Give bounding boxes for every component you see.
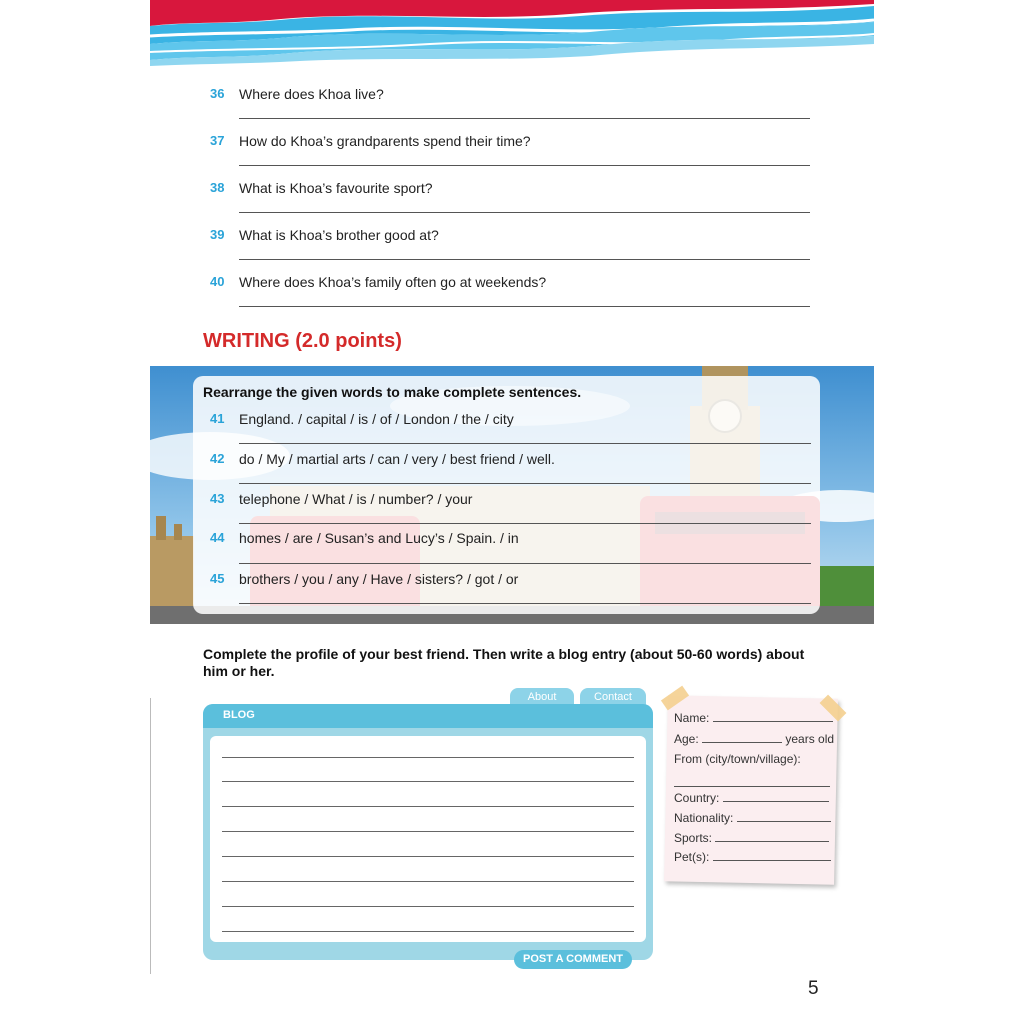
page-number: 5 [808, 978, 819, 999]
profile-pets-field[interactable] [713, 850, 831, 861]
answer-line[interactable] [239, 212, 810, 213]
question-number: 42 [210, 451, 225, 466]
profile-age-suffix: years old [785, 732, 835, 746]
blog-line [222, 906, 634, 907]
question-number: 44 [210, 530, 225, 545]
margin-rule [150, 698, 151, 974]
answer-line[interactable] [239, 118, 810, 119]
question-text: telephone / What / is / number? / your [239, 491, 473, 507]
profile-nationality-label: Nationality: [674, 811, 734, 825]
blog-task-instruction: Complete the profile of your best friend. Then write a blog entry (about 50-60 words) about him or her. [203, 646, 805, 679]
blog-line [222, 831, 634, 832]
question-number: 40 [210, 274, 225, 289]
blog-line [222, 856, 634, 857]
question-number: 43 [210, 491, 225, 506]
profile-sports-label: Sports: [674, 831, 713, 845]
question-number: 45 [210, 571, 225, 586]
tab-about[interactable]: About [510, 688, 574, 706]
profile-age-row [674, 732, 834, 746]
profile-name-label: Name: [674, 711, 710, 725]
wave-banner [150, 0, 874, 66]
profile-name-row [674, 711, 833, 725]
question-number: 36 [210, 86, 225, 101]
workbook-page [150, 0, 874, 1024]
answer-line[interactable] [239, 443, 811, 444]
blog-line [222, 881, 634, 882]
answer-line[interactable] [239, 165, 810, 166]
blog-line [222, 781, 634, 782]
question-text: do / My / martial arts / can / very / best friend / well. [239, 451, 555, 467]
profile-nationality-row [674, 811, 831, 825]
profile-pets-row [674, 850, 831, 864]
profile-country-label: Country: [674, 791, 720, 805]
question-text: How do Khoa’s grandparents spend their time? [239, 133, 531, 149]
profile-from-label: From (city/town/village): [674, 752, 801, 766]
blog-line [222, 757, 634, 758]
profile-country-row [674, 791, 829, 805]
rearrange-instruction: Rearrange the given words to make complete sentences. [203, 384, 582, 400]
profile-name-field[interactable] [713, 711, 833, 722]
question-text: Where does Khoa’s family often go at weekends? [239, 274, 547, 290]
question-number: 39 [210, 227, 225, 242]
blog-header-label: BLOG [223, 709, 255, 721]
blog-line [222, 931, 634, 932]
profile-age-label: Age: [674, 732, 699, 746]
profile-country-field[interactable] [723, 791, 829, 802]
question-text: homes / are / Susan’s and Lucy’s / Spain. / in [239, 530, 519, 546]
answer-line[interactable] [239, 259, 810, 260]
question-text: What is Khoa’s favourite sport? [239, 180, 433, 196]
blog-header-bar [203, 704, 653, 728]
answer-line[interactable] [239, 563, 811, 564]
question-text: brothers / you / any / Have / sisters? / got / or [239, 571, 519, 587]
question-text: What is Khoa’s brother good at? [239, 227, 439, 243]
answer-line[interactable] [239, 483, 811, 484]
question-text: England. / capital / is / of / London / the / city [239, 411, 514, 427]
post-comment-button[interactable]: POST A COMMENT [514, 950, 632, 969]
question-number: 38 [210, 180, 225, 195]
profile-sports-row [674, 831, 829, 845]
question-number: 37 [210, 133, 225, 148]
answer-line[interactable] [239, 306, 810, 307]
writing-section-title: WRITING (2.0 points) [203, 330, 402, 352]
profile-age-field[interactable] [702, 732, 782, 743]
answer-line[interactable] [239, 603, 811, 604]
profile-from-row [674, 752, 801, 766]
profile-pets-label: Pet(s): [674, 850, 710, 864]
question-text: Where does Khoa live? [239, 86, 384, 102]
profile-nationality-field[interactable] [737, 811, 831, 822]
blog-writing-area[interactable] [210, 736, 646, 942]
answer-line[interactable] [239, 523, 811, 524]
blog-line [222, 806, 634, 807]
profile-from-field[interactable] [674, 776, 830, 787]
tab-contact[interactable]: Contact [580, 688, 646, 706]
profile-sports-field[interactable] [715, 831, 829, 842]
question-number: 41 [210, 411, 225, 426]
